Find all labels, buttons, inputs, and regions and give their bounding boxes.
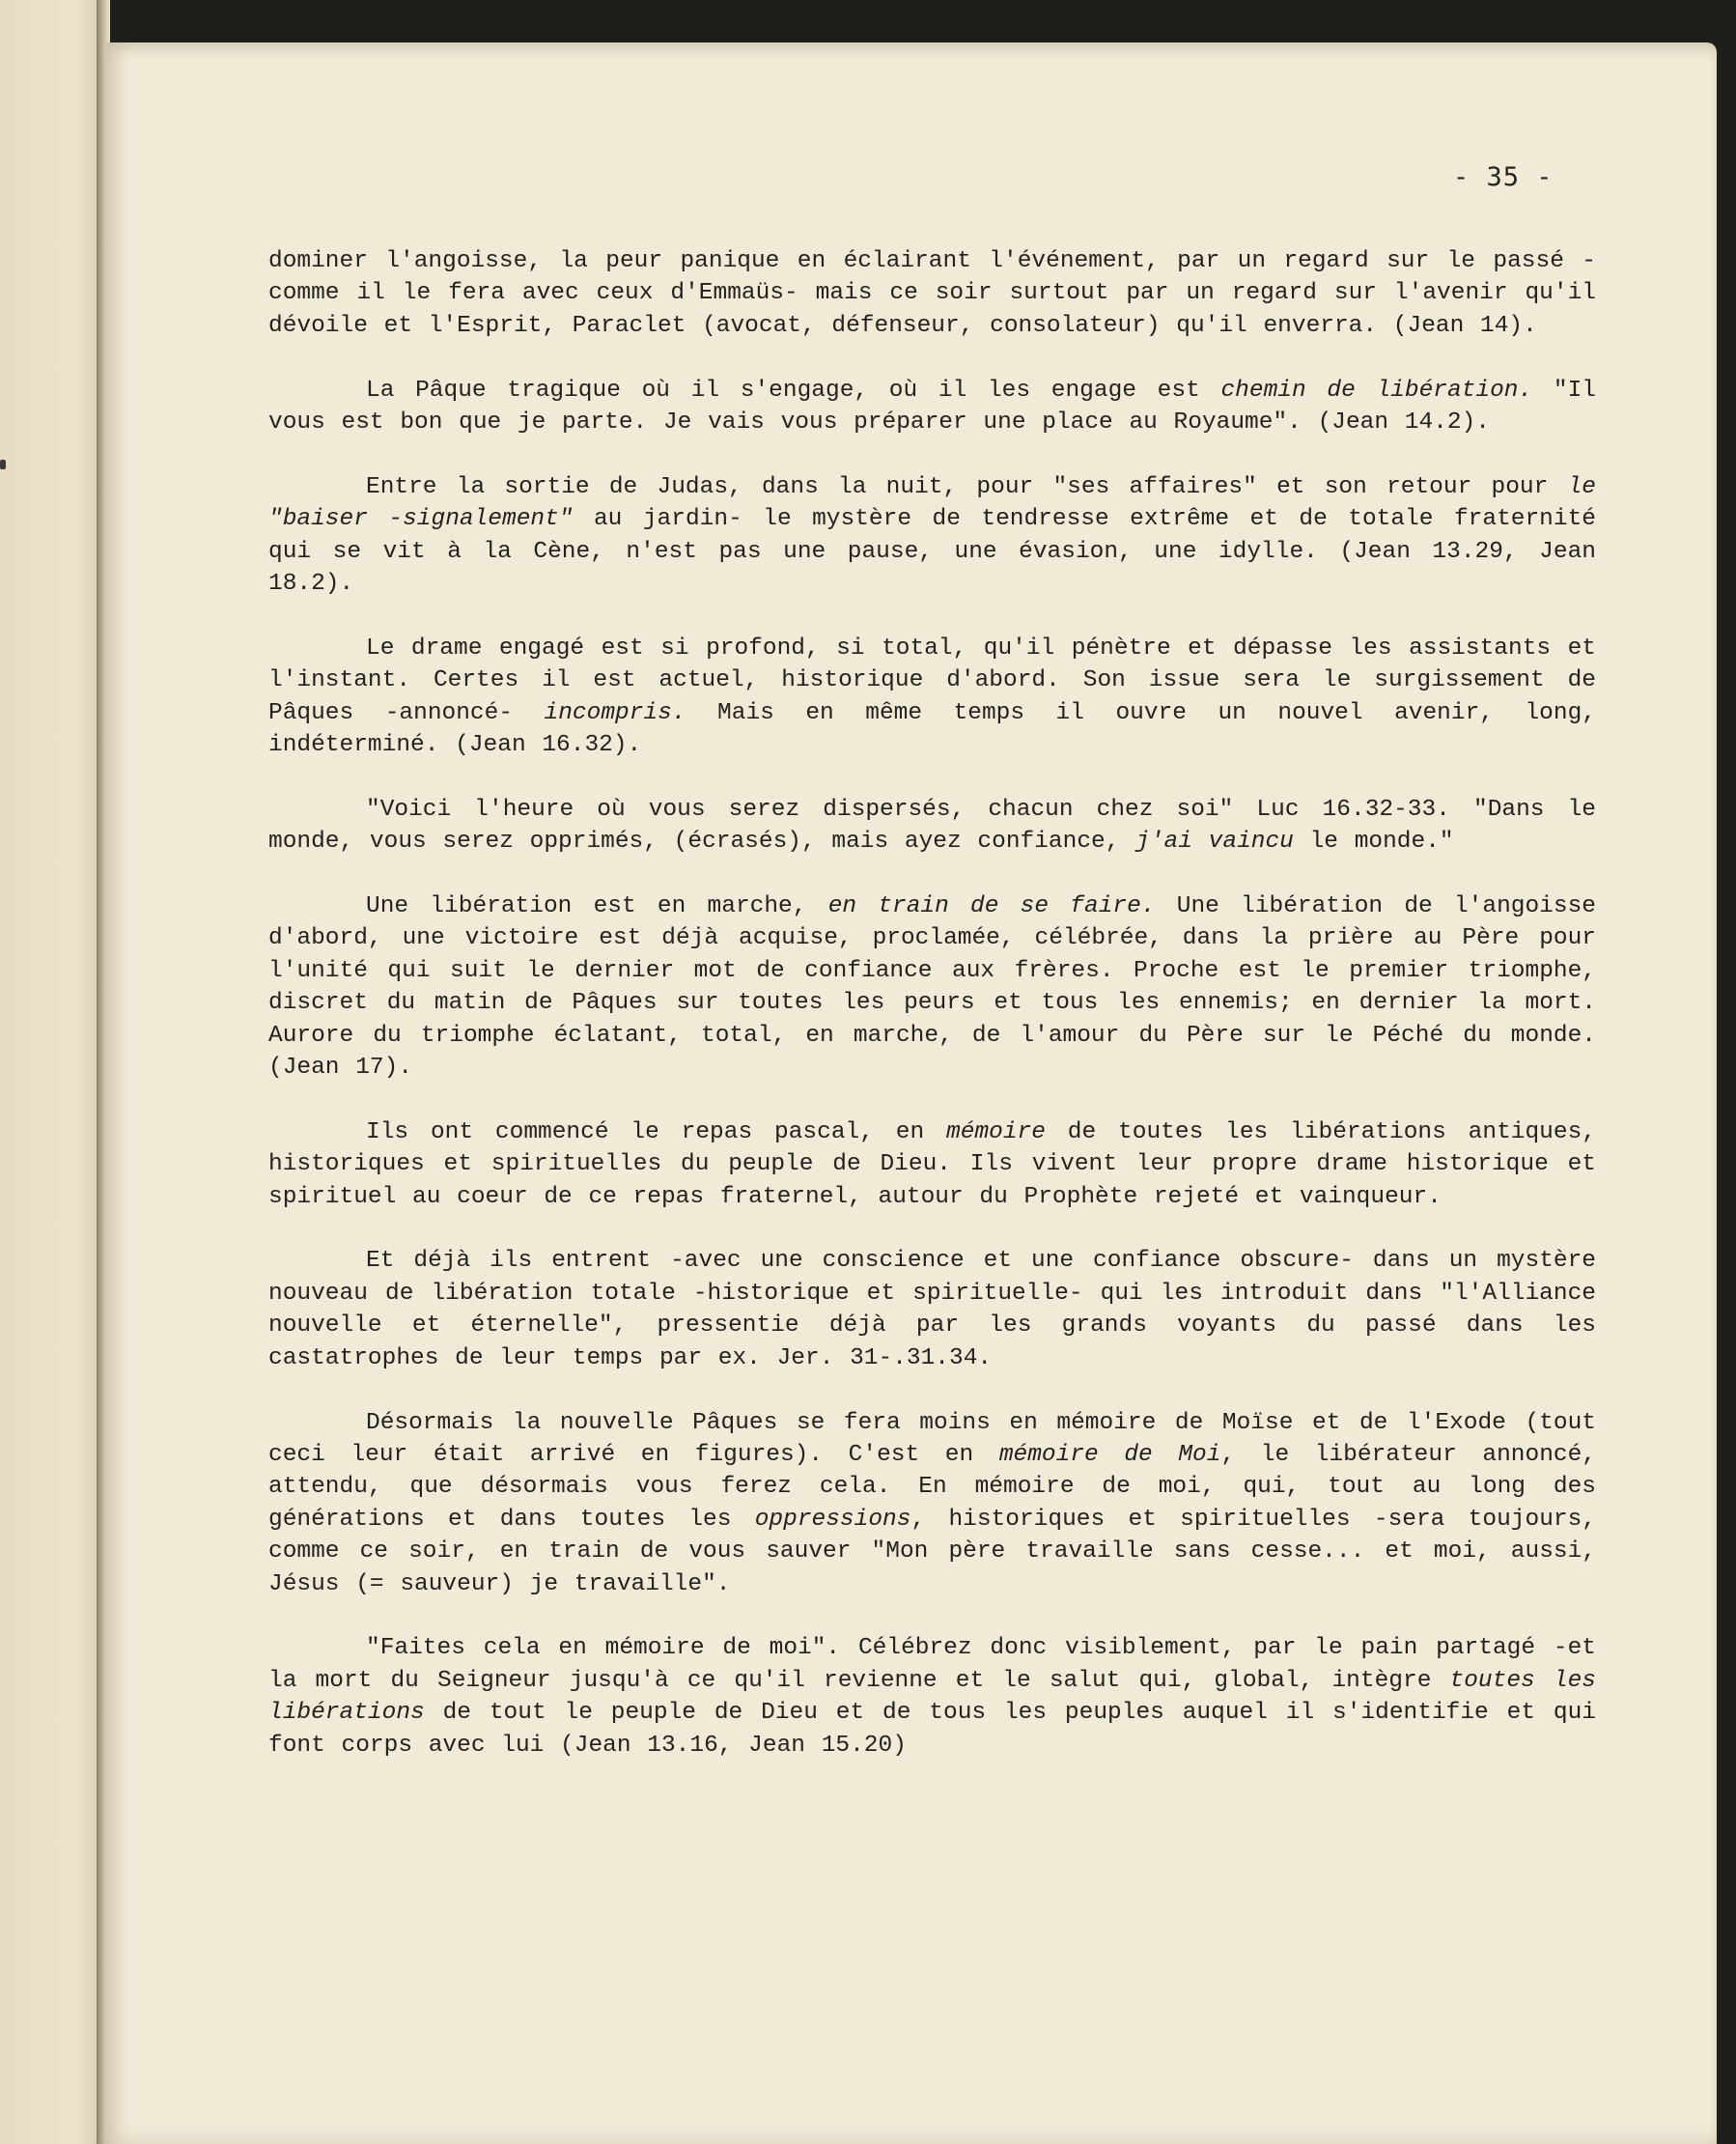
text-segment: le monde."	[1293, 829, 1454, 856]
italic-text: oppressions	[754, 1506, 911, 1533]
text-segment: Et déjà ils entrent -avec une conscience et une confiance obscure- dans un mystère nouveau de libération totale -historique et spirituelle- qui les introduit dans "l'Alliance nouvelle et éternelle", pressentie déjà par les grands voyants du passé dans les castatrophes de leur temps par ex. Jer. 31-.31.34.	[268, 1248, 1596, 1371]
paragraph	[268, 633, 1596, 762]
text-segment: , le libérateur annoncé, attendu, que désormais vous ferez cela. En mémoire de moi, qui, tout au long des générations et dans toutes les	[268, 1441, 1597, 1533]
paragraph	[268, 471, 1596, 601]
text-segment: Une libération est en marche,	[366, 893, 828, 920]
italic-text: toutes les libérations	[268, 1667, 1596, 1727]
margin-mark	[0, 460, 6, 469]
text-segment: La Pâque tragique où il s'engage, où il les engage est	[366, 377, 1221, 404]
italic-text: le "baiser -signalement"	[268, 473, 1596, 533]
paragraph	[268, 794, 1596, 859]
left-page-edge	[0, 0, 106, 2144]
paragraph	[268, 1632, 1596, 1762]
text-segment: dominer l'angoisse, la peur panique en éclairant l'événement, par un regard sur le passé -comme il le fera avec ceux d'Emmaüs- mais ce soir surtout par un regard sur l'avenir qu'il dévoile et l'Esprit, Paraclet (avocat, défenseur, consolateur) qu'il enverra. (Jean 14).	[268, 248, 1596, 339]
text-segment: Désormais la nouvelle Pâques se fera moins en mémoire de Moïse et de l'Exode (tout ceci leur était arrivé en figures). C'est en	[268, 1409, 1596, 1468]
text-segment: "Il vous est bon que je parte. Je vais vous préparer une place au Royaume". (Jean 14.2).	[268, 377, 1596, 437]
body-text	[268, 245, 1596, 1793]
paragraph	[268, 1116, 1596, 1213]
text-segment: "Voici l'heure où vous serez dispersés, chacun chez soi" Luc 16.32-33. "Dans le monde, vous serez opprimés, (écrasés), mais ayez confiance,	[268, 796, 1596, 856]
text-segment: de tout le peuple de Dieu et de tous les peuples auquel il s'identifie et qui font corps avec lui (Jean 13.16, Jean 15.20)	[268, 1700, 1596, 1759]
text-segment: de toutes les libérations antiques, historiques et spirituelles du peuple de Dieu. Ils vivent leur propre drame historique et spirituel au coeur de ce repas fraternel, autour du Prophète rejeté et vainqueur.	[268, 1118, 1596, 1210]
paragraph	[268, 245, 1596, 342]
text-segment: au jardin- le mystère de tendresse extrême et de totale fraternité qui se vit à la Cène, n'est pas une pause, une évasion, une idylle. (Jean 13.29, Jean 18.2).	[268, 506, 1596, 598]
paragraph	[268, 375, 1596, 439]
text-segment: Une libération de l'angoisse d'abord, une victoire est déjà acquise, proclamée, célébrée, dans la prière au Père pour l'unité qui suit le dernier mot de confiance aux frères. Proche est le premier triomphe, discret du matin de Pâques sur toutes les peurs et tous les ennemis; en dernier la mort. Aurore du triomphe éclatant, total, en marche, de l'amour du Père sur le Péché du monde. (Jean 17).	[268, 893, 1596, 1082]
italic-text: mémoire de Moi	[998, 1441, 1221, 1468]
text-segment: , historiques et spirituelles -sera toujours, comme ce soir, en train de vous sauver "Mon père travaille sans cesse... et moi, aussi, Jésus (= sauveur) je travaille".	[268, 1506, 1596, 1597]
text-segment: Mais en même temps il ouvre un nouvel avenir, long, indéterminé. (Jean 16.32).	[268, 699, 1596, 759]
italic-text: incompris.	[544, 699, 686, 726]
italic-text: mémoire	[946, 1118, 1046, 1145]
italic-text: chemin de libération.	[1220, 377, 1533, 404]
paragraph	[268, 1407, 1596, 1600]
italic-text: j'ai vaincu	[1135, 829, 1294, 856]
text-segment: Entre la sortie de Judas, dans la nuit, pour "ses affaires" et son retour pour	[366, 473, 1568, 500]
paragraph	[268, 890, 1596, 1084]
text-segment: Ils ont commencé le repas pascal, en	[366, 1118, 947, 1145]
text-segment: Le drame engagé est si profond, si total, qu'il pénètre et dépasse les assistants et l'instant. Certes il est actuel, historique d'abord. Son issue sera le surgissement de Pâques -annoncé-	[268, 635, 1596, 726]
page-number: - 35 -	[1453, 162, 1554, 192]
italic-text: en train de se faire.	[827, 893, 1156, 920]
text-segment: "Faites cela en mémoire de moi". Célébrez donc visiblement, par le pain partagé -et la mort du Seigneur jusqu'à ce qu'il revienne et le salut qui, global, intègre	[268, 1635, 1596, 1694]
paragraph	[268, 1245, 1596, 1374]
